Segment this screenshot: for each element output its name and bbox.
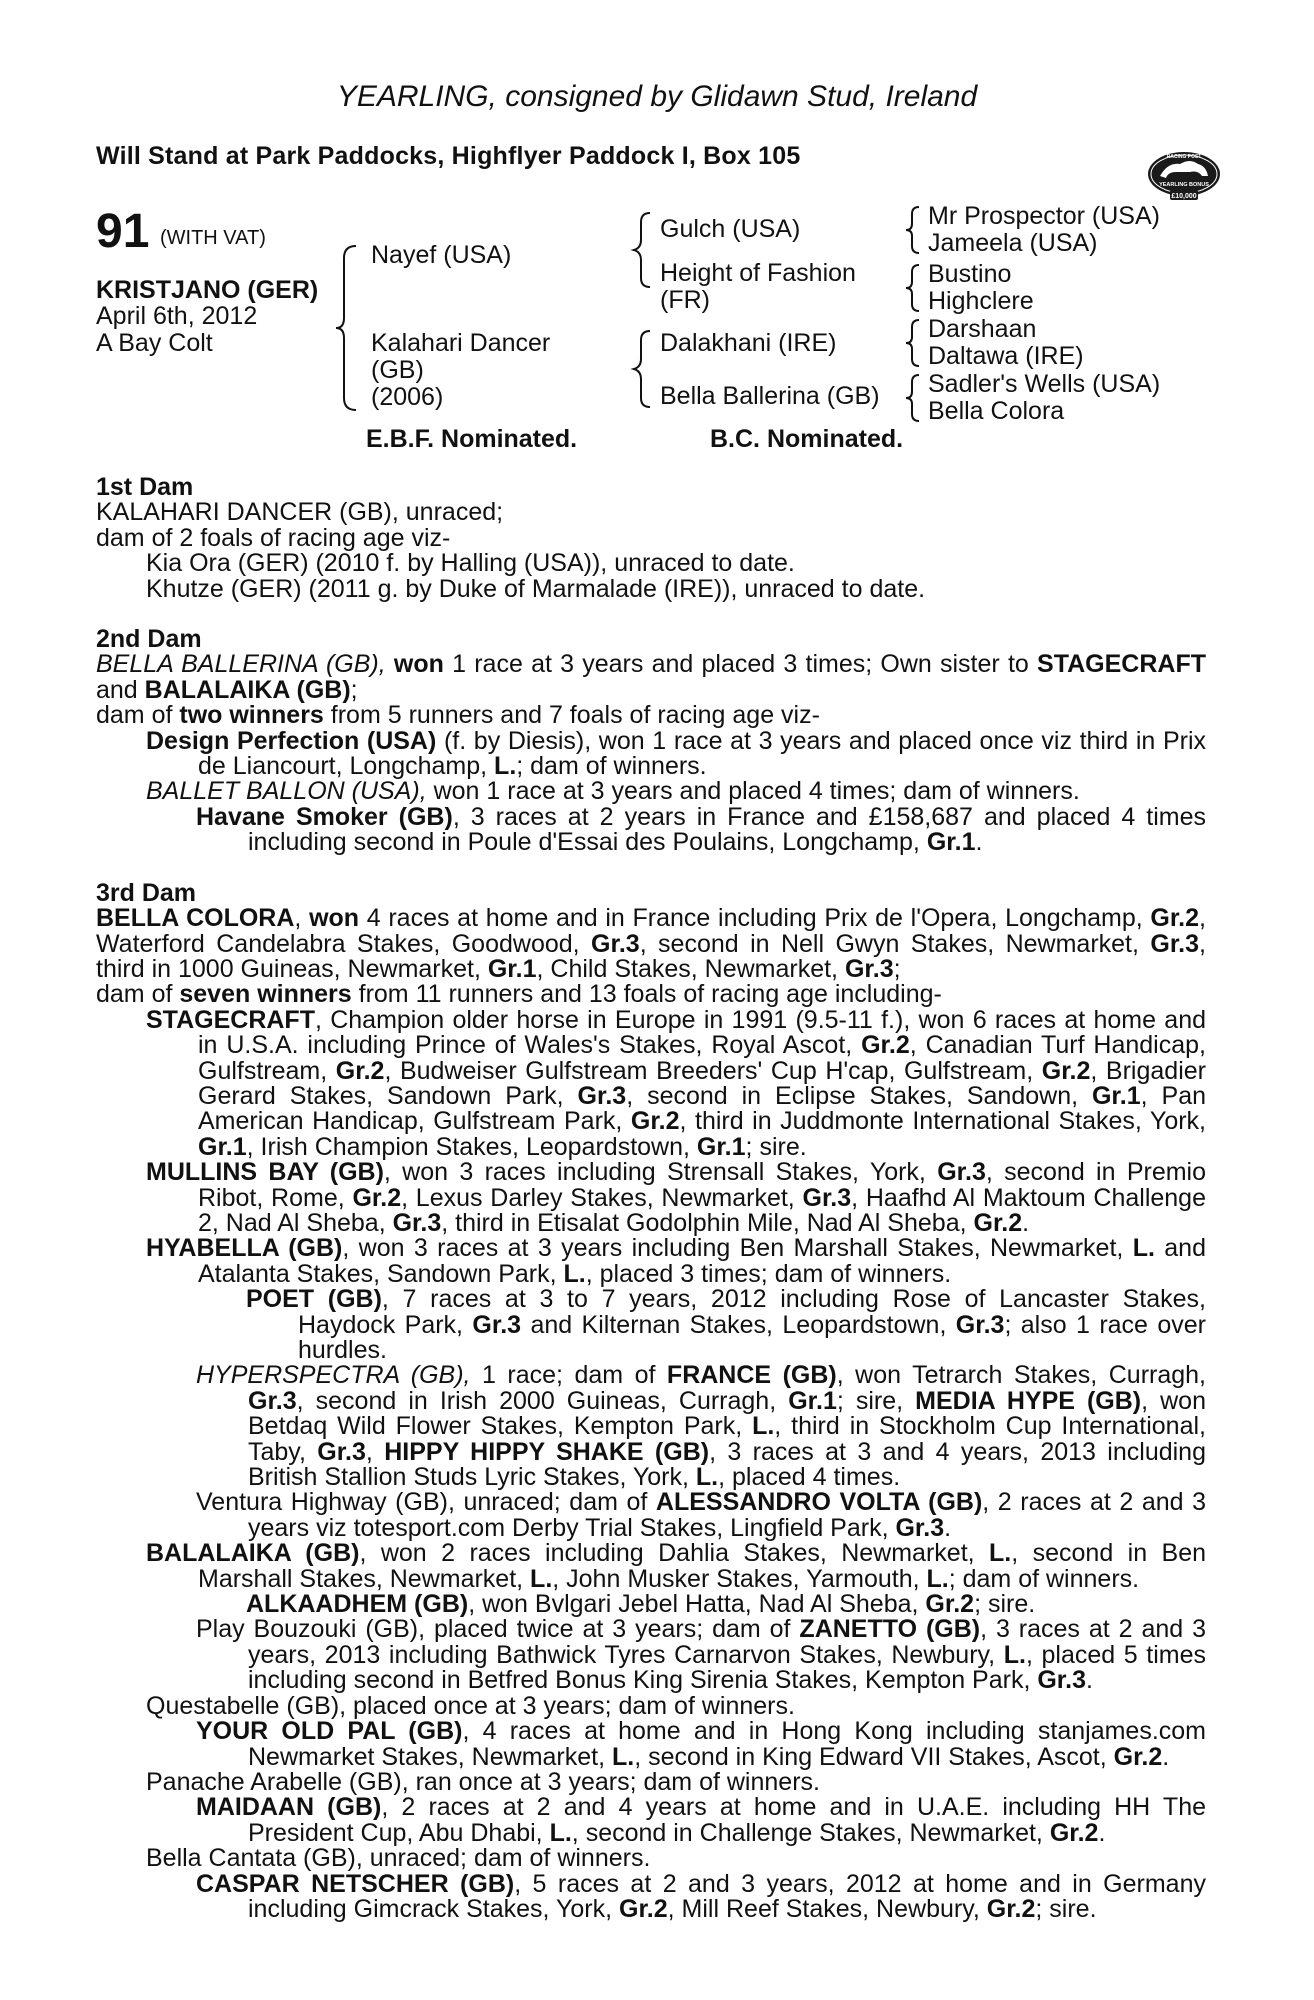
text: , 2 races at 2 and 3 years viz totesport.com Derby Trial Stakes, Lingfield Park, bbox=[248, 1488, 1206, 1542]
text: from 11 runners and 13 foals of racing age including- bbox=[351, 980, 942, 1009]
grade: Gr.1 bbox=[788, 1386, 837, 1415]
brace-g3 bbox=[903, 317, 925, 369]
gen3-dam-dam bbox=[928, 371, 1160, 425]
grade: Gr.1 bbox=[696, 1132, 746, 1161]
lot-number: 91 bbox=[96, 205, 150, 258]
text: ; bbox=[350, 675, 358, 704]
family-record bbox=[96, 475, 1206, 1922]
progeny-entry bbox=[96, 779, 1206, 804]
progeny-entry bbox=[96, 1795, 1206, 1846]
brace-g1 bbox=[903, 204, 925, 256]
brace-g4 bbox=[903, 372, 925, 424]
sire: Nayef (USA) bbox=[371, 241, 512, 269]
progeny-entry: Panache Arabelle (GB), ran once at 3 years; dam of winners. bbox=[146, 1767, 820, 1796]
text: , third in Etisalat Godolphin Mile, Nad Al Sheba, bbox=[441, 1208, 974, 1237]
text: dam of bbox=[96, 701, 180, 730]
text: , placed 4 times. bbox=[718, 1463, 901, 1492]
text: , 7 races at 3 to 7 years, 2012 including Rose of Lancaster Stakes, Haydock Park, bbox=[298, 1285, 1206, 1339]
section-heading: 1st Dam bbox=[96, 473, 194, 501]
gen3-line: Sadler's Wells (USA) bbox=[928, 370, 1161, 398]
text: , second in Eclipse Stakes, Sandown, bbox=[626, 1081, 1092, 1110]
foal-entry: Kia Ora (GER) (2010 f. by Halling (USA)), unraced to date. bbox=[146, 549, 795, 578]
text: 1 race at 3 years and placed 3 times; Own sister to bbox=[443, 650, 1038, 679]
progeny-entry bbox=[96, 1869, 1206, 1923]
badge-line1: RACING POST bbox=[1166, 154, 1202, 160]
text: , John Musker Stakes, Yarmouth, bbox=[552, 1564, 927, 1593]
grade: Gr.2 bbox=[1041, 1056, 1091, 1085]
progeny-entry bbox=[96, 1719, 1206, 1770]
text: ; bbox=[893, 954, 901, 983]
text: . bbox=[975, 828, 983, 857]
stand-location: Will Stand at Park Paddocks, Highflyer Paddock I, Box 105 bbox=[96, 142, 801, 170]
text: 1 race; dam of bbox=[470, 1361, 667, 1390]
grade: Gr.3 bbox=[895, 1513, 945, 1542]
dam3-dam-of bbox=[96, 982, 1206, 1007]
sibling-name: BALALAIKA (GB) bbox=[144, 675, 351, 704]
vat-note: (WITH VAT) bbox=[160, 227, 266, 249]
grade: Gr.2 bbox=[925, 1590, 975, 1619]
dam-name-line: Kalahari Dancer bbox=[371, 329, 551, 357]
text: , second in Premio Ribot, Rome, bbox=[198, 1158, 1207, 1212]
sire-dam bbox=[660, 260, 856, 314]
winners-count: two winners bbox=[179, 701, 324, 730]
horse-description: A Bay Colt bbox=[96, 329, 213, 357]
text: , Waterford Candelabra Stakes, Goodwood, bbox=[96, 904, 1206, 958]
foal-entry: Khutze (GER) (2011 g. by Duke of Marmalade (IRE)), unraced to date. bbox=[146, 574, 926, 603]
gen3-line: Daltawa (IRE) bbox=[928, 342, 1084, 370]
badge-amount: £10,000 bbox=[1171, 193, 1197, 200]
horse-name: BALLET BALLON (USA), bbox=[146, 777, 427, 806]
horse-name: MEDIA HYPE (GB) bbox=[915, 1386, 1142, 1415]
page-subtitle: YEARLING, consigned by Glidawn Stud, Ireland bbox=[336, 80, 978, 113]
horse-name: FRANCE (GB) bbox=[666, 1361, 837, 1390]
dam3-intro bbox=[96, 906, 1206, 982]
progeny-entry bbox=[96, 726, 1206, 781]
text: , second in Ben Marshall Stakes, Newmarket, bbox=[198, 1539, 1207, 1593]
grade: L. bbox=[563, 1259, 586, 1288]
text: , 2 races at 2 and 4 years at home and in U.A.E. including HH The President Cup, Abu Dhabi, bbox=[248, 1793, 1206, 1847]
horse-name: Havane Smoker (GB) bbox=[196, 802, 453, 831]
text: , 3 races at 2 and 3 years, 2013 including Bathwick Tyres Carnarvon Stakes, Newbury, bbox=[248, 1615, 1207, 1669]
text: ; sire, bbox=[836, 1386, 916, 1415]
sire-sire: Gulch (USA) bbox=[660, 215, 801, 243]
text: and Kilternan Stakes, Leopardstown, bbox=[521, 1310, 956, 1339]
text: . bbox=[1022, 1208, 1030, 1237]
won-word: won bbox=[309, 904, 360, 933]
brace-g2 bbox=[903, 262, 925, 314]
text: , won Betdaq Wild Flower Stakes, Kempton Park, bbox=[248, 1386, 1206, 1441]
text: , third in Juddmonte International Stakes, York, bbox=[679, 1107, 1206, 1136]
grade: Gr.3 bbox=[1150, 929, 1200, 958]
grade: Gr.2 bbox=[352, 1183, 402, 1212]
grade: Gr.2 bbox=[1049, 1818, 1099, 1847]
horse-name: HIPPY HIPPY SHAKE (GB) bbox=[384, 1437, 710, 1466]
horse-name: YOUR OLD PAL (GB) bbox=[196, 1717, 463, 1746]
text: and Atalanta Stakes, Sandown Park, bbox=[198, 1234, 1206, 1288]
sire-dam-line2: (FR) bbox=[660, 286, 710, 314]
text: dam of bbox=[96, 980, 180, 1009]
progeny-entry bbox=[96, 802, 1206, 857]
text: , third in Stockholm Cup International, Taby, bbox=[248, 1412, 1206, 1466]
gen3-sire-sire bbox=[928, 203, 1160, 257]
text: ; dam of winners. bbox=[516, 752, 707, 781]
bc-nomination: B.C. Nominated. bbox=[710, 425, 904, 453]
grade: Gr.3 bbox=[577, 1081, 627, 1110]
ebf-nomination: E.B.F. Nominated. bbox=[366, 425, 578, 453]
text: won 1 race at 3 years and placed 4 times; dam of winners. bbox=[426, 777, 1080, 806]
grade: L. bbox=[494, 752, 517, 781]
text: ; sire. bbox=[974, 1590, 1036, 1619]
brace-sire-dam bbox=[330, 242, 370, 414]
grade: Gr.2 bbox=[630, 1107, 680, 1136]
grade: Gr.3 bbox=[844, 954, 894, 983]
grade: L. bbox=[612, 1742, 635, 1771]
grade: Gr.2 bbox=[619, 1894, 668, 1923]
winners-count: seven winners bbox=[179, 980, 352, 1009]
grade: Gr.2 bbox=[1113, 1742, 1163, 1771]
text: ; sire. bbox=[1035, 1894, 1097, 1923]
horse-name: ALKAADHEM (GB) bbox=[246, 1590, 469, 1619]
text: , Brigadier Gerard Stakes, Sandown Park, bbox=[198, 1056, 1206, 1110]
progeny-entry bbox=[96, 1236, 1206, 1287]
text: Play Bouzouki (GB), placed twice at 3 years; dam of bbox=[196, 1615, 800, 1644]
text: (f. by Diesis), won 1 race at 3 years and placed once viz third in Prix de Liancourt, Longchamp, bbox=[198, 726, 1206, 781]
grade: Gr.3 bbox=[802, 1183, 852, 1212]
dam1-viz: dam of 2 foals of racing age viz- bbox=[96, 523, 451, 552]
grade: L. bbox=[752, 1412, 775, 1441]
section-heading: 3rd Dam bbox=[96, 878, 197, 907]
grade: L. bbox=[989, 1539, 1012, 1568]
grade: Gr.3 bbox=[937, 1158, 986, 1187]
horse-name: HYPERSPECTRA (GB), bbox=[196, 1361, 471, 1390]
text: ; also 1 race over hurdles. bbox=[298, 1310, 1206, 1364]
progeny-entry bbox=[96, 1363, 1206, 1490]
text: , 5 races at 2 and 3 years, 2012 at home and in Germany including Gimcrack Stakes, York, bbox=[248, 1869, 1206, 1923]
text: , third in 1000 Guineas, Newmarket, bbox=[96, 929, 1206, 983]
horse-name: ZANETTO (GB) bbox=[799, 1615, 981, 1644]
text: , won 2 races including Dahlia Stakes, Newmarket, bbox=[359, 1539, 990, 1568]
text: , bbox=[294, 904, 310, 933]
text: , 3 races at 2 years in France and £158,687 and placed 4 times including second in Poule d'Essai des Poulains, Longchamp, bbox=[248, 802, 1206, 857]
gen3-dam-sire bbox=[928, 316, 1084, 370]
section-heading: 2nd Dam bbox=[96, 625, 202, 654]
sire-dam-line1: Height of Fashion bbox=[660, 259, 856, 287]
text: , Child Stakes, Newmarket, bbox=[536, 954, 845, 983]
horse-name: POET (GB) bbox=[246, 1285, 382, 1314]
grade: Gr.3 bbox=[591, 929, 640, 958]
dam-year-line: (2006) bbox=[371, 383, 444, 411]
grade: L. bbox=[549, 1818, 572, 1847]
grade: Gr.1 bbox=[926, 828, 976, 857]
progeny-entry bbox=[96, 1160, 1206, 1236]
text: . bbox=[1098, 1818, 1106, 1847]
grade: L. bbox=[1132, 1234, 1155, 1263]
grade: Gr.2 bbox=[973, 1208, 1023, 1237]
dam1-intro: KALAHARI DANCER (GB), unraced; bbox=[96, 498, 504, 527]
brace-sire-line bbox=[630, 210, 660, 290]
text: , Lexus Darley Stakes, Newmarket, bbox=[401, 1183, 803, 1212]
text: , 3 races at 3 and 4 years, 2013 including British Stallion Studs Lyric Stakes, York, bbox=[248, 1437, 1206, 1492]
grade: Gr.3 bbox=[248, 1386, 297, 1415]
horse-name: MULLINS BAY (GB) bbox=[146, 1158, 384, 1187]
text: , second in Nell Gwyn Stakes, Newmarket, bbox=[639, 929, 1151, 958]
badge-line2: YEARLING BONUS bbox=[1159, 182, 1209, 188]
horse-name: BALALAIKA (GB) bbox=[146, 1539, 360, 1568]
gen3-line: Bella Colora bbox=[928, 397, 1065, 425]
text: . bbox=[1086, 1666, 1093, 1695]
gen3-sire-dam bbox=[928, 261, 1034, 315]
grade: L. bbox=[695, 1463, 719, 1492]
gen3-line: Darshaan bbox=[928, 315, 1037, 343]
text: , second in Challenge Stakes, Newmarket, bbox=[571, 1818, 1050, 1847]
dam-sire: Dalakhani (IRE) bbox=[660, 329, 837, 357]
text: , placed 5 times including second in Betfred Bonus King Sirenia Stakes, Kempton Park, bbox=[248, 1640, 1207, 1695]
text: , Pan American Handicap, Gulfstream Park, bbox=[198, 1081, 1207, 1136]
grade: Gr.1 bbox=[487, 954, 537, 983]
progeny-entry bbox=[96, 1592, 1206, 1617]
grade: Gr.2 bbox=[335, 1056, 385, 1085]
gen3-line: Highclere bbox=[928, 287, 1034, 315]
text: , second in King Edward VII Stakes, Ascot, bbox=[634, 1742, 1114, 1771]
text: from 5 runners and 7 foals of racing age viz- bbox=[323, 701, 820, 730]
sibling-name: STAGECRAFT bbox=[1037, 650, 1206, 679]
grade: Gr.2 bbox=[861, 1031, 910, 1060]
progeny-entry bbox=[96, 1541, 1206, 1592]
text: , 4 races at home and in Hong Kong including stanjames.com Newmarket Stakes, Newmarket, bbox=[248, 1717, 1206, 1771]
horse-name: ALESSANDRO VOLTA (GB) bbox=[655, 1488, 983, 1517]
text: , Champion older horse in Europe in 1991 (9.5-11 f.), won 6 races at home and in U.S.A. including Prince of Wales's Stakes, Royal Ascot, bbox=[198, 1005, 1206, 1060]
text: , Budweiser Gulfstream Breeders' Cup H'cap, Gulfstream, bbox=[384, 1056, 1042, 1085]
progeny-entry bbox=[96, 1005, 1207, 1161]
progeny-entry: Bella Cantata (GB), unraced; dam of winners. bbox=[146, 1844, 651, 1873]
gen3-line: Bustino bbox=[928, 260, 1012, 288]
gen3-line: Jameela (USA) bbox=[928, 229, 1098, 257]
text: , Mill Reef Stakes, Newbury, bbox=[667, 1894, 987, 1923]
grade: L. bbox=[530, 1564, 553, 1593]
text: , Haafhd Al Maktoum Challenge 2, Nad Al Sheba, bbox=[198, 1183, 1206, 1237]
grade: Gr.2 bbox=[1150, 904, 1200, 933]
horse-name: CASPAR NETSCHER (GB) bbox=[196, 1869, 515, 1898]
text: , won Bvlgari Jebel Hatta, Nad Al Sheba, bbox=[468, 1590, 926, 1619]
text: Ventura Highway (GB), unraced; dam of bbox=[196, 1488, 656, 1517]
grade: Gr.3 bbox=[392, 1208, 442, 1237]
horse-name: Design Perfection (USA) bbox=[146, 726, 437, 755]
text: , placed 3 times; dam of winners. bbox=[585, 1259, 952, 1288]
won-word: won bbox=[393, 650, 444, 679]
dam-dam: Bella Ballerina (GB) bbox=[660, 382, 880, 410]
horse-name: HYABELLA (GB) bbox=[146, 1234, 343, 1263]
text: , won 3 races including Strensall Stakes, York, bbox=[383, 1158, 938, 1187]
text: , Irish Champion Stakes, Leopardstown, bbox=[246, 1132, 697, 1161]
text: , won Tetrarch Stakes, Curragh, bbox=[836, 1361, 1206, 1390]
grade: Gr.3 bbox=[1037, 1666, 1086, 1695]
text: 4 races at home and in France including Prix de l'Opera, Longchamp, bbox=[359, 904, 1151, 933]
grade: L. bbox=[926, 1564, 949, 1593]
progeny-entry bbox=[96, 1490, 1206, 1541]
progeny-entry: Questabelle (GB), placed once at 3 years; dam of winners. bbox=[146, 1691, 795, 1720]
progeny-entry bbox=[96, 1617, 1206, 1693]
dam-name: BELLA BALLERINA (GB), bbox=[96, 650, 386, 679]
text: , won 3 races at 3 years including Ben Marshall Stakes, Newmarket, bbox=[342, 1234, 1133, 1263]
grade: Gr.1 bbox=[198, 1132, 247, 1161]
horse-name: STAGECRAFT bbox=[146, 1005, 315, 1034]
dam2-dam-of bbox=[96, 703, 1206, 728]
dam bbox=[371, 330, 550, 411]
text: , Canadian Turf Handicap, Gulfstream, bbox=[198, 1031, 1206, 1085]
grade: Gr.3 bbox=[472, 1310, 522, 1339]
grade: Gr.1 bbox=[1091, 1081, 1141, 1110]
horse-name: KRISTJANO (GER) bbox=[96, 276, 319, 304]
grade: Gr.3 bbox=[317, 1437, 366, 1466]
dam-name: BELLA COLORA bbox=[96, 904, 295, 933]
text: ; dam of winners. bbox=[948, 1564, 1140, 1593]
grade: L. bbox=[1003, 1640, 1026, 1669]
horse-name: MAIDAAN (GB) bbox=[196, 1793, 382, 1822]
text: , bbox=[365, 1437, 385, 1466]
text: . bbox=[944, 1513, 952, 1542]
text: and bbox=[96, 675, 145, 704]
text: , second in Irish 2000 Guineas, Curragh, bbox=[296, 1386, 789, 1415]
grade: Gr.2 bbox=[986, 1894, 1036, 1923]
dam2-intro bbox=[96, 652, 1206, 703]
gen3-line: Mr Prospector (USA) bbox=[928, 202, 1160, 230]
text: ; sire. bbox=[745, 1132, 807, 1161]
text: . bbox=[1162, 1742, 1170, 1771]
progeny-entry bbox=[96, 1287, 1206, 1363]
brace-dam-line bbox=[630, 328, 660, 410]
yearling-bonus-badge bbox=[1146, 146, 1222, 204]
foaling-date: April 6th, 2012 bbox=[96, 302, 258, 330]
grade: Gr.3 bbox=[955, 1310, 1005, 1339]
dam-country-line: (GB) bbox=[371, 356, 424, 384]
